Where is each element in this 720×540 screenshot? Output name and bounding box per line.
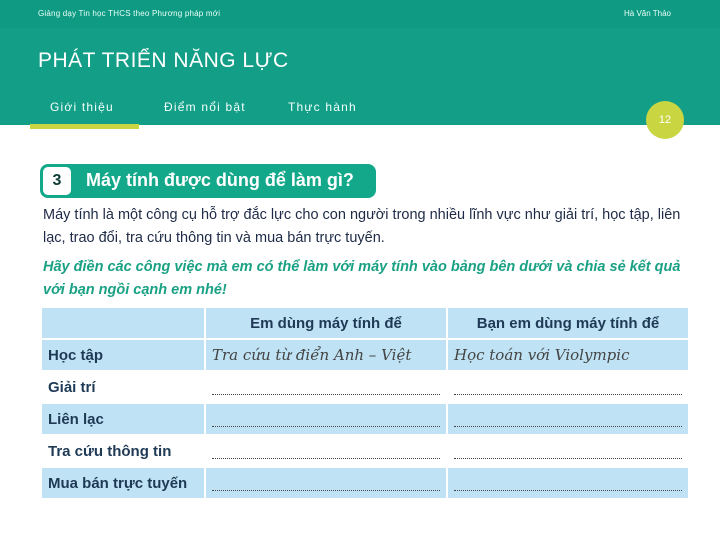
row-label: Liên lạc [42, 404, 204, 434]
header-author: Hà Văn Thảo [624, 9, 671, 18]
table-row [42, 340, 688, 370]
row-label: Mua bán trực tuyến [42, 468, 204, 498]
row-label: Học tập [42, 340, 204, 370]
tab-thuc-hanh[interactable]: Thực hành [288, 100, 357, 114]
page-number-badge: 12 [646, 101, 684, 139]
dotted-line [212, 457, 440, 459]
answer-cell-friend[interactable] [448, 372, 688, 402]
answer-cell-me[interactable] [206, 468, 446, 498]
table-header-me: Em dùng máy tính để [206, 308, 446, 338]
dotted-line [454, 489, 682, 491]
answer-cell-friend[interactable]: Học toán với Violympic [448, 340, 688, 370]
answer-cell-me[interactable] [206, 372, 446, 402]
answer-cell-friend[interactable] [448, 468, 688, 498]
header-course-title: Giảng dạy Tin học THCS theo Phương pháp mới [38, 9, 221, 18]
tab-gioi-thieu[interactable]: Giới thiệu [50, 100, 114, 114]
intro-paragraph: Máy tính là một công cụ hỗ trợ đắc lực cho con người trong nhiều lĩnh vực như giải trí, học tập, liên lạc, trao đổi, tra cứu thông tin và mua bán trực tuyến. [43, 207, 681, 246]
dotted-line [212, 425, 440, 427]
table-row [42, 404, 688, 434]
dotted-line [454, 425, 682, 427]
table-header-empty [42, 308, 204, 338]
dotted-line [212, 489, 440, 491]
table-row [42, 468, 688, 498]
section-heading [40, 164, 376, 198]
answer-cell-me[interactable] [206, 436, 446, 466]
table-row [42, 372, 688, 402]
dotted-line [454, 393, 682, 395]
row-label: Giải trí [42, 372, 204, 402]
activity-table [40, 306, 690, 500]
table-header-friend: Bạn em dùng máy tính để [448, 308, 688, 338]
answer-cell-me[interactable]: Tra cứu từ điển Anh – Việt [206, 340, 446, 370]
page-title: PHÁT TRIỂN NĂNG LỰC [38, 49, 289, 72]
dotted-line [212, 393, 440, 395]
table-row [42, 436, 688, 466]
answer-cell-friend[interactable] [448, 404, 688, 434]
tab-diem-noi-bat[interactable]: Điểm nổi bật [164, 100, 246, 114]
top-bar [0, 0, 720, 28]
answer-cell-friend[interactable] [448, 436, 688, 466]
table-header-row [42, 308, 688, 338]
section-title: Máy tính được dùng để làm gì? [86, 170, 354, 190]
answer-cell-me[interactable] [206, 404, 446, 434]
section-number: 3 [43, 167, 71, 195]
instruction-paragraph: Hãy điền các công việc mà em có thể làm với máy tính vào bảng bên dưới và chia sẻ kết quả với bạn ngồi cạnh em nhé! [43, 259, 681, 298]
dotted-line [454, 457, 682, 459]
row-label: Tra cứu thông tin [42, 436, 204, 466]
active-tab-indicator [30, 124, 139, 129]
